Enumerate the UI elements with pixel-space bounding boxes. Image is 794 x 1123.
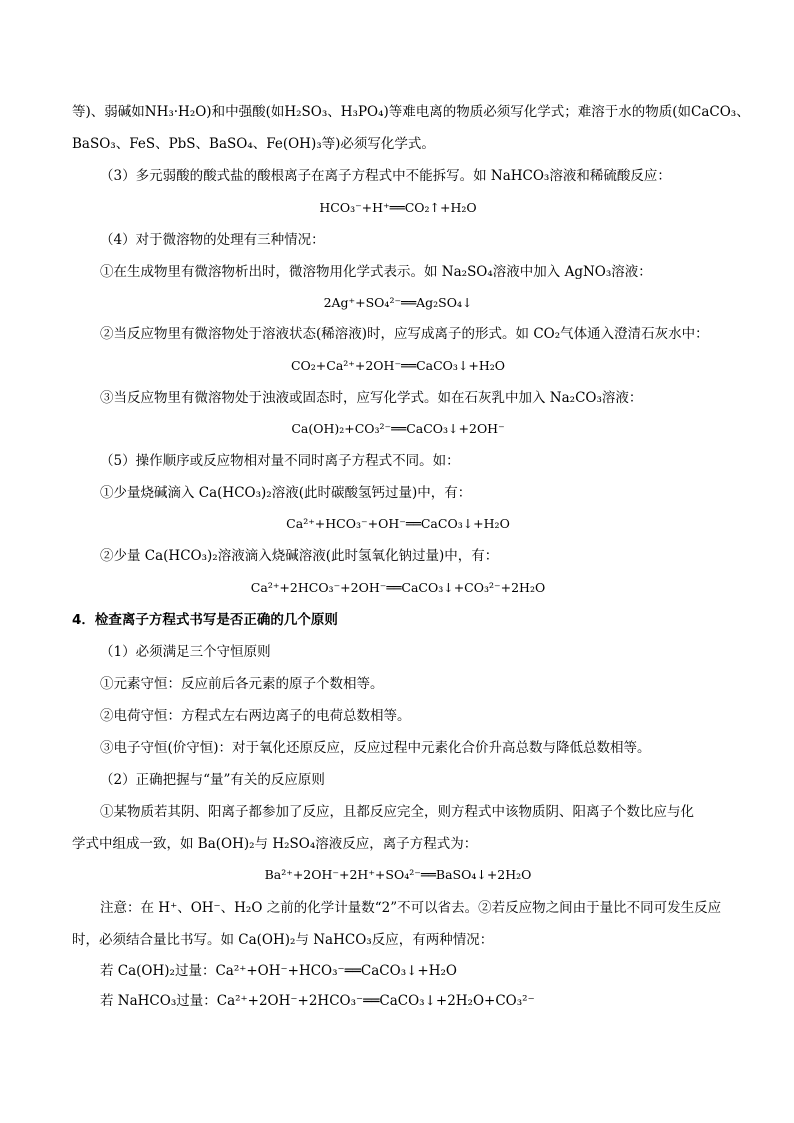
text-line: （4）对于微溶物的处理有三种情况：	[100, 232, 325, 248]
text-line: 若 NaHCO₃过量：Ca²⁺+2OH⁻+2HCO₃⁻══CaCO₃↓+2H₂O+CO₃²⁻	[100, 993, 535, 1009]
text-line: ②少量 Ca(HCO₃)₂溶液滴入烧碱溶液(此时氢氧化钠过量)中，有：	[100, 548, 499, 564]
equation: Ca²⁺+2HCO₃⁻+2OH⁻══CaCO₃↓+CO₃²⁻+2H₂O	[250, 580, 546, 595]
text-line: ③电子守恒(价守恒)：对于氧化还原反应，反应过程中元素化合价升高总数与降低总数相等。	[100, 740, 651, 756]
equation: 2Ag⁺+SO₄²⁻══Ag₂SO₄↓	[323, 295, 473, 310]
equation: CO₂+Ca²⁺+2OH⁻══CaCO₃↓+H₂O	[290, 358, 506, 373]
text-line: （5）操作顺序或反应物相对量不同时离子方程式不同。如：	[100, 453, 460, 469]
text-line: BaSO₃、FeS、PbS、BaSO₄、Fe(OH)₃等)必须写化学式。	[72, 136, 435, 152]
equation: Ba²⁺+2OH⁻+2H⁺+SO₄²⁻══BaSO₄↓+2H₂O	[264, 867, 532, 882]
text-line: 注意：在 H⁺、OH⁻、H₂O 之前的化学计量数“2”不可以省去。②若反应物之间由于量比不同可发生反应	[100, 900, 722, 916]
equation: Ca²⁺+HCO₃⁻+OH⁻══CaCO₃↓+H₂O	[286, 516, 510, 531]
text-line: ③当反应物里有微溶物处于浊液或固态时，应写化学式。如在石灰乳中加入 Na₂CO₃溶液：	[100, 390, 643, 406]
text-line: （1）必须满足三个守恒原则	[100, 644, 271, 660]
text-line: ②当反应物里有微溶物处于溶液状态(稀溶液)时，应写成离子的形式。如 CO₂气体通入澄清石灰水中：	[100, 326, 709, 342]
text-line: ①少量烧碱滴入 Ca(HCO₃)₂溶液(此时碳酸氢钙过量)中，有：	[100, 485, 472, 501]
text-line: 学式中组成一致，如 Ba(OH)₂与 H₂SO₄溶液反应，离子方程式为：	[72, 836, 478, 852]
equation: HCO₃⁻+H⁺══CO₂↑+H₂O	[319, 200, 477, 215]
text-line: 时，必须结合量比书写。如 Ca(OH)₂与 NaHCO₃反应，有两种情况：	[72, 932, 494, 948]
text-line: 等)、弱碱如NH₃·H₂O)和中强酸(如H₂SO₃、H₃PO₄)等难电离的物质必须写化学式；难溶于水的物质(如CaCO₃、	[72, 104, 750, 120]
text-line: ①某物质若其阴、阳离子都参加了反应，且都反应完全，则方程式中该物质阴、阳离子个数比应与化	[100, 804, 694, 820]
text-line: （3）多元弱酸的酸式盐的酸根离子在离子方程式中不能拆写。如 NaHCO₃溶液和稀硫酸反应：	[100, 168, 671, 184]
text-line: ②电荷守恒：方程式左右两边离子的电荷总数相等。	[100, 708, 411, 724]
equation: Ca(OH)₂+CO₃²⁻══CaCO₃↓+2OH⁻	[291, 421, 505, 436]
text-line: ①在生成物里有微溶物析出时，微溶物用化学式表示。如 Na₂SO₄溶液中加入 AgNO₃溶液：	[100, 264, 652, 280]
section-heading: 4．检查离子方程式书写是否正确的几个原则	[72, 612, 338, 628]
text-line: 若 Ca(OH)₂过量：Ca²⁺+OH⁻+HCO₃⁻══CaCO₃↓+H₂O	[100, 963, 457, 979]
text-line: ①元素守恒：反应前后各元素的原子个数相等。	[100, 676, 384, 692]
text-line: （2）正确把握与“量”有关的反应原则	[100, 772, 325, 788]
